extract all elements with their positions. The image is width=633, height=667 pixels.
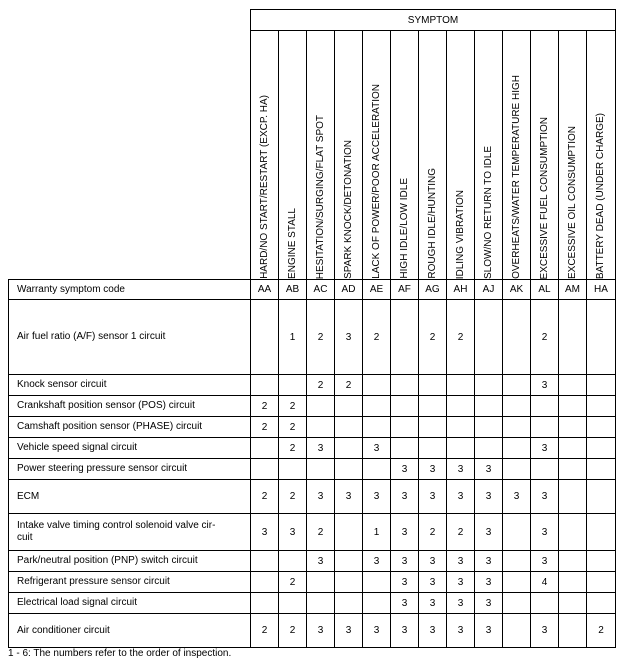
inspection-order-cell <box>335 459 363 480</box>
inspection-order-cell: 3 <box>531 480 559 514</box>
inspection-order-cell: 2 <box>279 480 307 514</box>
symptom-code: AA <box>251 280 279 300</box>
inspection-order-cell: 2 <box>307 375 335 396</box>
inspection-order-cell: 3 <box>531 375 559 396</box>
inspection-order-cell: 3 <box>447 480 475 514</box>
symptom-header-cell <box>559 31 587 280</box>
inspection-order-cell: 2 <box>251 396 279 417</box>
inspection-order-cell <box>335 396 363 417</box>
inspection-order-cell: 2 <box>279 438 307 459</box>
inspection-order-cell <box>587 396 616 417</box>
symptom-name: ENGINE STALL <box>286 208 298 279</box>
inspection-order-cell <box>251 375 279 396</box>
inspection-order-cell <box>475 396 503 417</box>
inspection-order-cell <box>279 459 307 480</box>
component-label-text: Knock sensor circuit <box>17 379 107 390</box>
symptom-code: AG <box>419 280 447 300</box>
inspection-order-cell <box>475 438 503 459</box>
symptom-header: SYMPTOM <box>251 10 616 31</box>
symptom-name: HARD/NO START/RESTART (EXCP. HA) <box>258 95 270 279</box>
inspection-order-cell: 2 <box>279 572 307 593</box>
inspection-order-cell <box>251 300 279 375</box>
inspection-order-cell: 3 <box>475 459 503 480</box>
inspection-order-cell: 4 <box>531 572 559 593</box>
footnote: 1 - 6: The numbers refer to the order of inspection. <box>8 648 232 659</box>
component-label <box>9 459 251 480</box>
component-label-text: Vehicle speed signal circuit <box>17 442 138 453</box>
inspection-order-cell <box>559 551 587 572</box>
component-label <box>9 593 251 614</box>
inspection-order-cell <box>307 572 335 593</box>
inspection-order-cell: 3 <box>419 480 447 514</box>
inspection-order-cell: 3 <box>251 514 279 551</box>
symptom-name: OVERHEATS/WATER TEMPERATURE HIGH <box>510 75 522 279</box>
inspection-order-cell: 3 <box>363 614 391 648</box>
inspection-order-cell: 3 <box>391 572 419 593</box>
symptom-header-cell <box>419 31 447 280</box>
inspection-order-cell: 2 <box>363 300 391 375</box>
inspection-order-cell <box>587 375 616 396</box>
symptom-name: LACK OF POWER/POOR ACCELERATION <box>370 84 382 279</box>
symptom-code: AM <box>559 280 587 300</box>
inspection-order-cell <box>419 438 447 459</box>
inspection-order-cell: 3 <box>307 480 335 514</box>
inspection-order-cell: 3 <box>419 614 447 648</box>
component-label <box>9 300 251 375</box>
inspection-order-cell <box>447 417 475 438</box>
table-row <box>9 375 616 396</box>
inspection-order-cell: 3 <box>391 480 419 514</box>
inspection-order-cell: 3 <box>447 551 475 572</box>
table-body <box>9 280 616 648</box>
inspection-order-cell <box>335 417 363 438</box>
inspection-order-cell <box>531 396 559 417</box>
inspection-order-cell: 3 <box>419 459 447 480</box>
inspection-order-cell <box>363 459 391 480</box>
inspection-order-cell: 2 <box>419 300 447 375</box>
inspection-order-cell <box>559 459 587 480</box>
symptom-code: AD <box>335 280 363 300</box>
inspection-order-cell: 2 <box>251 417 279 438</box>
inspection-order-cell: 2 <box>447 514 475 551</box>
inspection-order-cell <box>391 396 419 417</box>
component-label-text: Air conditioner circuit <box>17 624 110 636</box>
inspection-order-cell: 3 <box>475 514 503 551</box>
component-label-text: Park/neutral position (PNP) switch circuit <box>17 555 198 566</box>
inspection-order-cell <box>559 572 587 593</box>
inspection-order-cell: 2 <box>587 614 616 648</box>
symptom-header-cell <box>531 31 559 280</box>
inspection-order-cell <box>503 396 531 417</box>
inspection-order-cell <box>363 396 391 417</box>
inspection-order-cell <box>503 417 531 438</box>
inspection-order-cell <box>363 417 391 438</box>
symptom-code: AE <box>363 280 391 300</box>
table-row <box>9 514 616 551</box>
inspection-order-cell <box>251 572 279 593</box>
inspection-order-cell <box>475 300 503 375</box>
inspection-order-cell <box>503 459 531 480</box>
inspection-order-cell <box>559 375 587 396</box>
table-row <box>9 459 616 480</box>
inspection-order-cell: 3 <box>531 514 559 551</box>
code-row-label: Warranty symptom code <box>9 280 251 300</box>
component-label-text-continued: cuit <box>17 532 33 543</box>
inspection-order-cell: 3 <box>419 572 447 593</box>
symptom-name: EXCESSIVE OIL CONSUMPTION <box>566 126 578 279</box>
symptom-name: HIGH IDLE/LOW IDLE <box>398 178 410 279</box>
inspection-order-cell <box>279 551 307 572</box>
table-row <box>9 438 616 459</box>
component-label <box>9 438 251 459</box>
inspection-order-cell <box>335 514 363 551</box>
symptom-name: SPARK KNOCK/DETONATION <box>342 140 354 279</box>
inspection-order-cell: 2 <box>335 375 363 396</box>
inspection-order-cell <box>279 375 307 396</box>
inspection-order-cell: 2 <box>531 300 559 375</box>
inspection-order-cell <box>503 551 531 572</box>
inspection-order-cell: 3 <box>475 614 503 648</box>
symptom-name: SLOW/NO RETURN TO IDLE <box>482 146 494 279</box>
inspection-order-cell <box>307 459 335 480</box>
symptom-header-cell <box>335 31 363 280</box>
symptom-code: AB <box>279 280 307 300</box>
inspection-order-cell <box>363 375 391 396</box>
inspection-order-cell: 1 <box>279 300 307 375</box>
inspection-order-cell <box>559 614 587 648</box>
inspection-order-cell: 2 <box>251 614 279 648</box>
symptom-code: AK <box>503 280 531 300</box>
inspection-order-cell: 3 <box>419 551 447 572</box>
inspection-order-cell <box>503 438 531 459</box>
inspection-order-cell: 2 <box>279 417 307 438</box>
inspection-order-cell <box>251 551 279 572</box>
inspection-order-cell <box>335 438 363 459</box>
inspection-order-cell <box>307 593 335 614</box>
symptom-code: HA <box>587 280 616 300</box>
component-label <box>9 480 251 514</box>
symptom-code: AF <box>391 280 419 300</box>
symptom-name: ROUGH IDLE/HUNTING <box>426 168 438 279</box>
symptom-code: AJ <box>475 280 503 300</box>
inspection-order-cell: 3 <box>391 459 419 480</box>
inspection-order-cell: 3 <box>335 300 363 375</box>
diagnosis-table-container <box>8 9 616 648</box>
inspection-order-cell: 2 <box>447 300 475 375</box>
component-label-text: Refrigerant pressure sensor circuit <box>17 576 170 587</box>
inspection-order-cell <box>587 514 616 551</box>
inspection-order-cell <box>587 300 616 375</box>
symptom-header-cell <box>251 31 279 280</box>
component-label <box>9 614 251 648</box>
inspection-order-cell: 3 <box>391 614 419 648</box>
component-label-text: Camshaft position sensor (PHASE) circuit <box>17 421 203 432</box>
inspection-order-cell: 3 <box>307 438 335 459</box>
component-label-text: Crankshaft position sensor (POS) circuit <box>17 400 195 411</box>
symptom-header-cell <box>475 31 503 280</box>
inspection-order-cell: 3 <box>363 551 391 572</box>
inspection-order-cell <box>559 300 587 375</box>
inspection-order-cell: 3 <box>475 572 503 593</box>
table-row <box>9 551 616 572</box>
inspection-order-cell <box>307 417 335 438</box>
inspection-order-cell: 3 <box>363 480 391 514</box>
inspection-order-cell <box>419 375 447 396</box>
symptom-code: AL <box>531 280 559 300</box>
inspection-order-cell <box>531 459 559 480</box>
inspection-order-cell <box>559 593 587 614</box>
inspection-order-cell: 3 <box>391 593 419 614</box>
inspection-order-cell <box>419 417 447 438</box>
table-row <box>9 614 616 648</box>
inspection-order-cell: 3 <box>307 551 335 572</box>
inspection-order-cell <box>587 572 616 593</box>
inspection-order-cell <box>503 300 531 375</box>
inspection-order-cell: 3 <box>447 614 475 648</box>
inspection-order-cell: 2 <box>279 396 307 417</box>
inspection-order-cell: 1 <box>363 514 391 551</box>
inspection-order-cell <box>587 480 616 514</box>
inspection-order-cell: 2 <box>307 514 335 551</box>
inspection-order-cell: 3 <box>335 614 363 648</box>
inspection-order-cell <box>447 375 475 396</box>
inspection-order-cell <box>251 459 279 480</box>
inspection-order-cell: 3 <box>475 551 503 572</box>
table-row <box>9 480 616 514</box>
table-row <box>9 593 616 614</box>
symptom-header-cell <box>363 31 391 280</box>
inspection-order-cell <box>391 375 419 396</box>
inspection-order-cell <box>251 438 279 459</box>
inspection-order-cell <box>587 551 616 572</box>
inspection-order-cell <box>447 438 475 459</box>
inspection-order-cell: 3 <box>391 514 419 551</box>
symptom-header-cell <box>503 31 531 280</box>
component-label <box>9 417 251 438</box>
inspection-order-cell: 3 <box>503 480 531 514</box>
inspection-order-cell: 3 <box>531 614 559 648</box>
inspection-order-cell <box>531 417 559 438</box>
inspection-order-cell <box>503 375 531 396</box>
component-label <box>9 514 251 551</box>
symptom-header-cell <box>279 31 307 280</box>
inspection-order-cell <box>587 438 616 459</box>
component-label-text: ECM <box>17 490 40 502</box>
symptom-name: EXCESSIVE FUEL CONSUMPTION <box>538 116 550 279</box>
inspection-order-cell <box>503 593 531 614</box>
inspection-order-cell: 3 <box>531 438 559 459</box>
symptom-code: AC <box>307 280 335 300</box>
inspection-order-cell: 3 <box>307 614 335 648</box>
header-blank-cell <box>9 10 251 280</box>
inspection-order-cell <box>503 572 531 593</box>
table-row <box>9 300 616 375</box>
inspection-order-cell: 3 <box>475 593 503 614</box>
inspection-order-cell <box>391 300 419 375</box>
inspection-order-cell: 3 <box>447 572 475 593</box>
inspection-order-cell <box>363 593 391 614</box>
inspection-order-cell <box>335 593 363 614</box>
symptom-name: IDLING VIBRATION <box>454 189 466 279</box>
component-label-text: Electrical load signal circuit <box>17 597 138 608</box>
inspection-order-cell <box>587 459 616 480</box>
symptom-matrix-table <box>8 9 616 648</box>
symptom-code: AH <box>447 280 475 300</box>
inspection-order-cell <box>559 480 587 514</box>
code-row <box>9 280 616 300</box>
inspection-order-cell <box>531 593 559 614</box>
inspection-order-cell: 3 <box>447 459 475 480</box>
symptom-header-cell <box>587 31 616 280</box>
symptom-header-cell <box>307 31 335 280</box>
inspection-order-cell: 2 <box>279 614 307 648</box>
inspection-order-cell <box>391 438 419 459</box>
inspection-order-cell <box>279 593 307 614</box>
inspection-order-cell <box>335 572 363 593</box>
component-label <box>9 551 251 572</box>
inspection-order-cell <box>503 514 531 551</box>
component-label-text: Air fuel ratio (A/F) sensor 1 circuit <box>17 331 166 342</box>
inspection-order-cell <box>559 396 587 417</box>
inspection-order-cell <box>559 514 587 551</box>
inspection-order-cell <box>419 396 447 417</box>
inspection-order-cell: 2 <box>307 300 335 375</box>
inspection-order-cell <box>559 417 587 438</box>
inspection-order-cell: 3 <box>447 593 475 614</box>
inspection-order-cell <box>307 396 335 417</box>
inspection-order-cell: 3 <box>279 514 307 551</box>
table-row <box>9 396 616 417</box>
component-label <box>9 375 251 396</box>
inspection-order-cell <box>475 417 503 438</box>
table-row <box>9 417 616 438</box>
component-label-text: Power steering pressure sensor circuit <box>17 463 188 474</box>
inspection-order-cell: 3 <box>475 480 503 514</box>
inspection-order-cell <box>335 551 363 572</box>
inspection-order-cell <box>503 614 531 648</box>
table-row <box>9 572 616 593</box>
inspection-order-cell: 2 <box>419 514 447 551</box>
inspection-order-cell: 3 <box>531 551 559 572</box>
inspection-order-cell: 2 <box>251 480 279 514</box>
symptom-header-cell <box>447 31 475 280</box>
component-label <box>9 396 251 417</box>
inspection-order-cell <box>559 438 587 459</box>
inspection-order-cell <box>391 417 419 438</box>
symptom-name: HESITATION/SURGING/FLAT SPOT <box>314 114 326 279</box>
symptom-header-cell <box>391 31 419 280</box>
inspection-order-cell <box>447 396 475 417</box>
inspection-order-cell <box>251 593 279 614</box>
inspection-order-cell <box>475 375 503 396</box>
inspection-order-cell: 3 <box>391 551 419 572</box>
component-label <box>9 572 251 593</box>
symptom-name: BATTERY DEAD (UNDER CHARGE) <box>595 112 606 279</box>
inspection-order-cell: 3 <box>335 480 363 514</box>
component-label-text: Intake valve timing control solenoid valve cir- <box>17 520 216 531</box>
inspection-order-cell: 3 <box>363 438 391 459</box>
inspection-order-cell <box>363 572 391 593</box>
inspection-order-cell <box>587 417 616 438</box>
inspection-order-cell: 3 <box>419 593 447 614</box>
inspection-order-cell <box>587 593 616 614</box>
